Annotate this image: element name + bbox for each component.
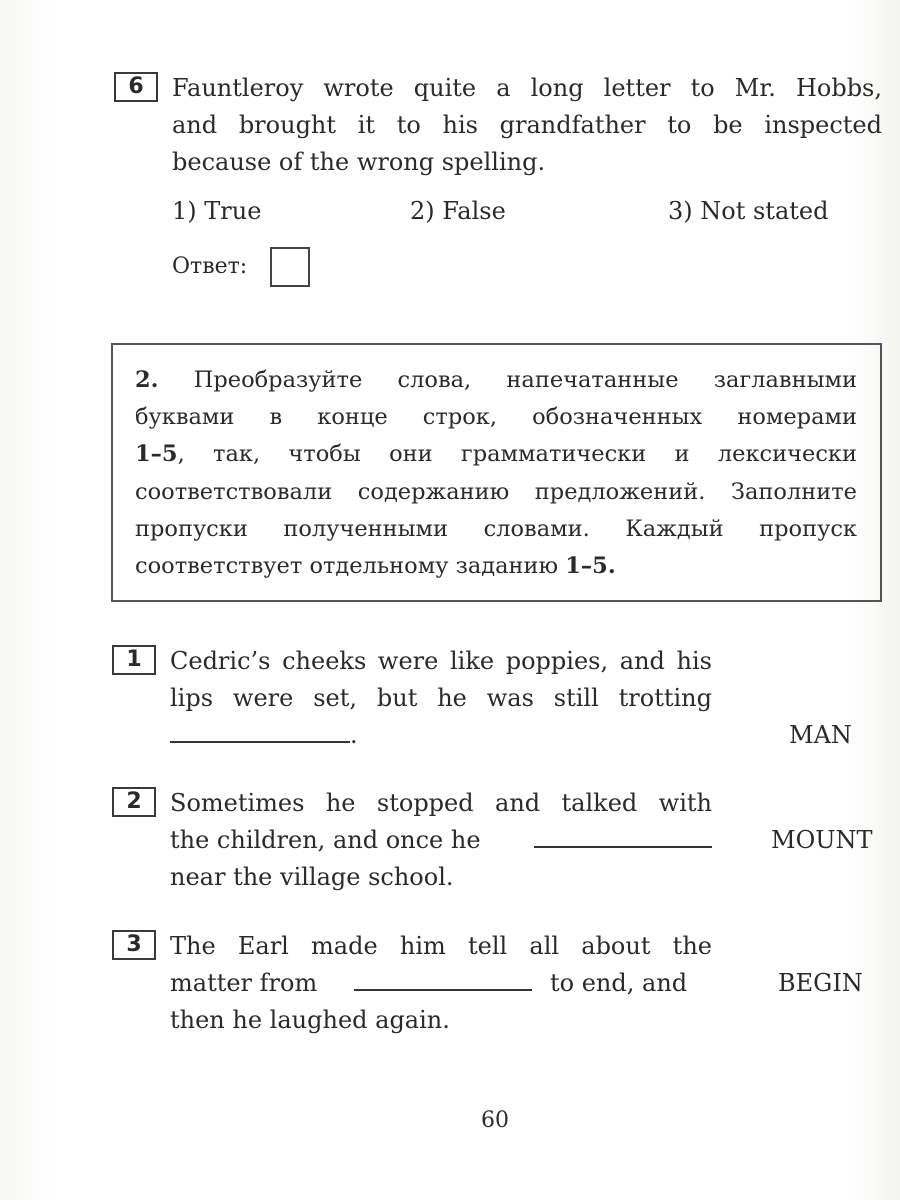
answer-box[interactable] [270,247,310,287]
question-text-line: because of the wrong spelling. [172,148,546,176]
item-text-line: Sometimes he stopped and talked with [170,789,712,817]
item-text-line: lips were set, but he was still trotting [170,684,712,712]
keyword: MAN [789,721,852,749]
instruction-line: 1–5, так, чтобы они грамматически и лексически [135,441,857,467]
item-text-line: the children, and once he [170,826,481,854]
instruction-text: Преобразуйте слова, напечатанные заглавными [193,367,857,393]
page-number: 60 [481,1108,509,1133]
answer-blank[interactable] [170,723,350,743]
question-number-box [114,72,158,102]
task-range: 1–5. [565,553,616,579]
instruction-line [135,552,857,580]
option-not-stated: 3) Not stated [668,197,829,225]
instruction-text: так, чтобы они грамматически и лексически [213,441,857,467]
answer-blank[interactable] [354,971,532,991]
item-text-line: Cedric’s cheeks were like poppies, and his [170,647,712,675]
answer-blank[interactable] [534,828,712,848]
item-text-line: matter from [170,969,318,997]
instruction-line: буквами в конце строк, обозначенных номерами [135,404,857,430]
keyword: BEGIN [778,969,863,997]
item-text-line: near the village school. [170,863,454,891]
option-true: 1) True [172,197,262,225]
item-number: 2 [126,789,142,814]
answer-label: Ответ: [172,254,248,279]
instruction-text: соответствует отдельному заданию [135,553,559,579]
instruction-line [135,366,857,394]
instruction-line: соответствовали содержанию предложений. Заполните [135,479,857,505]
item-text-line: The Earl made him tell all about the [170,932,712,960]
question-text-line: and brought it to his grandfather to be inspected [172,111,882,139]
task-number: 2. [135,367,159,393]
item-text: . [350,721,358,749]
item-number-box [112,787,156,817]
item-number-box [112,930,156,960]
item-text-line [354,969,532,997]
item-number: 3 [126,932,142,957]
item-number-box [112,645,156,675]
item-text-line [534,826,712,854]
item-text-line: then he laughed again. [170,1006,450,1034]
task-range: 1–5 [135,441,178,467]
keyword: MOUNT [771,826,873,854]
instruction-line: пропуски полученными словами. Каждый пропуск [135,516,857,542]
item-text-line: to end, and [550,969,688,997]
option-false: 2) False [410,197,506,225]
item-text-line [170,721,358,749]
question-number: 6 [128,74,144,99]
item-number: 1 [126,647,142,672]
question-text-line: Fauntleroy wrote quite a long letter to Mr. Hobbs, [172,74,882,102]
